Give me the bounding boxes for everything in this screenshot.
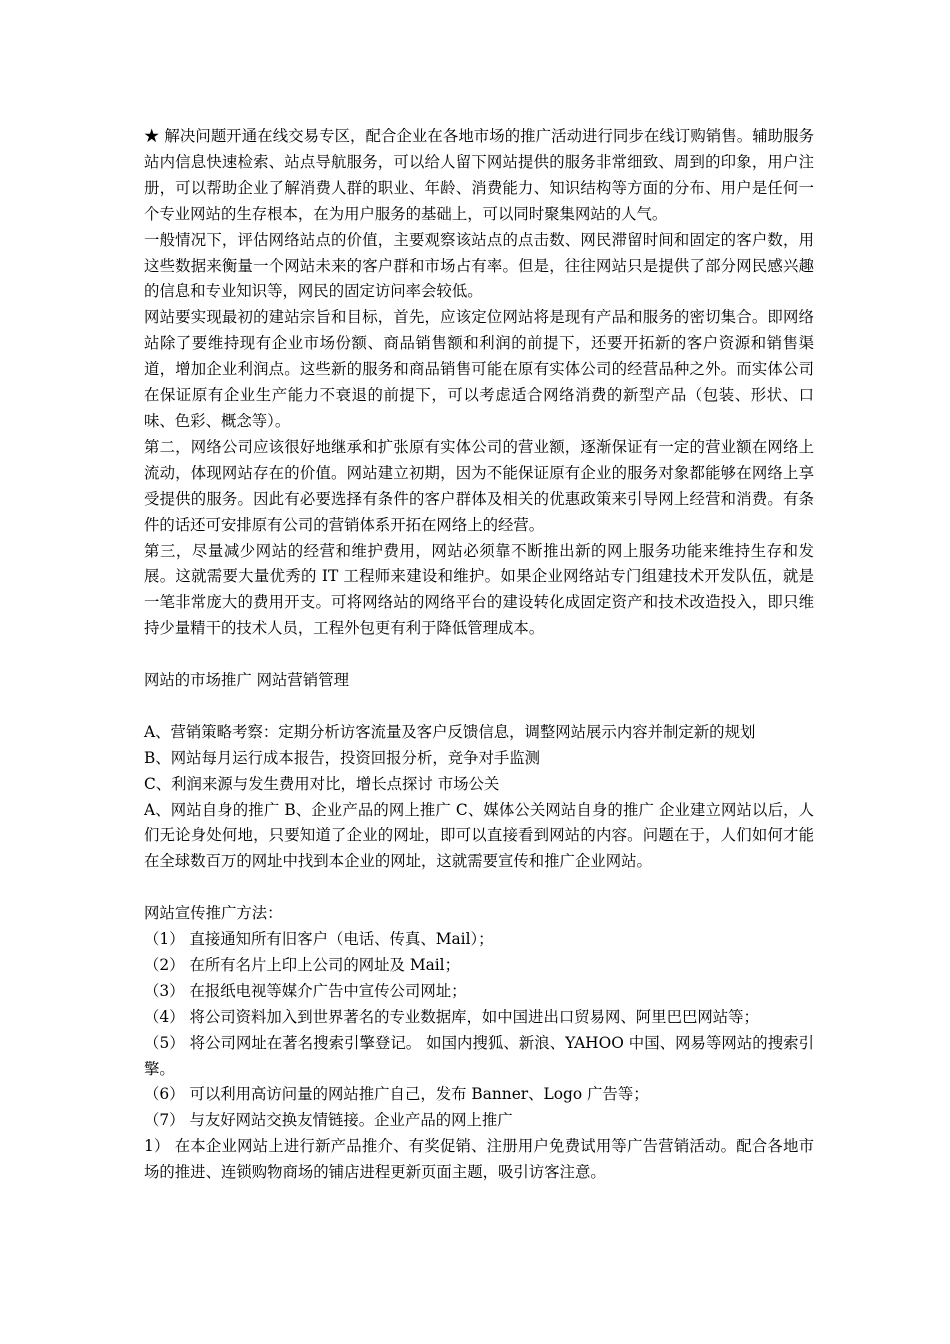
list-item-c-profit: C、利润来源与发生费用对比，增长点探讨 市场公关 [144,774,500,793]
blank-line [144,694,814,720]
product-promotion-item-1: 1） 在本企业网站上进行新产品推介、有奖促销、注册用户免费试用等广告营销活动。配合各地市场的推进、连锁购物商场的铺店进程更新页面主题，吸引访客注意。 [144,1137,814,1182]
list-item-b-cost-report: B、网站每月运行成本报告，投资回报分析，竞争对手监测 [144,748,541,767]
section-heading-marketing: 网站的市场推广 网站营销管理 [144,671,349,690]
method-item-5: （5） 将公司网址在著名搜索引擎登记。 如国内搜狐、新浪、YAHOO 中国、网易等网站的搜索引擎。 [144,1033,814,1078]
document-body [144,124,814,1186]
method-item-7: （7） 与友好网站交换友情链接。企业产品的网上推广 [144,1111,513,1130]
method-item-2: （2） 在所有名片上印上公司的网址及 Mail； [144,955,460,974]
paragraph-site-value: 一般情况下，评估网络站点的价值，主要观察该站点的点击数、网民滞留时间和固定的客户数，用这些数据来衡量一个网站未来的客户群和市场占有率。但是，往往网站只是提供了部分网民感兴趣的信息和专业知识等，网民的固定访问率会较低。 [144,230,814,301]
paragraph-online-trading: ★ 解决问题开通在线交易专区，配合企业在各地市场的推广活动进行同步在线订购销售。辅助服务 站内信息快速检索、站点导航服务，可以给人留下网站提供的服务非常细致、周到的印象，用户注册，可以帮助企业了解消费人群的职业、年龄、消费能力、知识结构等方面的分布、用户是任何一个专业网站的生存根本，在为用户服务的基础上，可以同时聚集网站的人气。 [144,127,814,223]
paragraph-promotion-overview: A、网站自身的推广 B、企业产品的网上推广 C、媒体公关网站自身的推广 企业建立网站以后，人们无论身处何地，只要知道了企业的网址，即可以直接看到网站的内容。问题在于，人们如何才能在全球数百万的网址中找到本企业的网址，这就需要宣传和推广企业网站。 [144,800,814,871]
blank-line [144,642,814,668]
paragraph-first-goal: 网站要实现最初的建站宗旨和目标，首先，应该定位网站将是现有产品和服务的密切集合。即网络站除了要维持现有企业市场份额、商品销售额和利润的前提下，还要开拓新的客户资源和销售渠道，增加企业利润点。这些新的服务和商品销售可能在原有实体公司的经营品种之外。而实体公司在保证原有企业生产能力不衰退的前提下，可以考虑适合网络消费的新型产品（包装、形状、口味、色彩、概念等）。 [144,308,814,430]
section-heading-methods: 网站宣传推广方法： [144,904,283,923]
list-item-a-strategy: A、营销策略考察：定期分析访客流量及客户反馈信息，调整网站展示内容并制定新的规划 [144,722,756,741]
method-item-1: （1） 直接通知所有旧客户（电话、传真、Mail）； [144,930,494,949]
paragraph-second-goal: 第二，网络公司应该很好地继承和扩张原有实体公司的营业额，逐渐保证有一定的营业额在网络上流动，体现网站存在的价值。网站建立初期，因为不能保证原有企业的服务对象都能够在网络上享受提供的服务。因此有必要选择有条件的客户群体及相关的优惠政策来引导网上经营和消费。有条件的话还可安排原有公司的营销体系开拓在网络上的经营。 [144,437,814,534]
method-item-3: （3） 在报纸电视等媒介广告中宣传公司网址； [144,981,467,1000]
paragraph-third-goal: 第三，尽量减少网站的经营和维护费用，网站必须靠不断推出新的网上服务功能来维持生存和发展。这就需要大量优秀的 IT 工程师来建设和维护。如果企业网络站专门组建技术开发队伍，就是一笔非常庞大的费用开支。可将网络站的网络平台的建设转化成固定资产和技术改造投入，即只维持少量精干的技术人员，工程外包更有利于降低管理成本。 [144,541,814,638]
blank-line [144,875,814,901]
method-item-6: （6） 可以利用高访问量的网站推广自己，发布 Banner、Logo 广告等； [144,1085,649,1104]
method-item-4: （4） 将公司资料加入到世界著名的专业数据库，如中国进出口贸易网、阿里巴巴网站等； [144,1007,759,1026]
